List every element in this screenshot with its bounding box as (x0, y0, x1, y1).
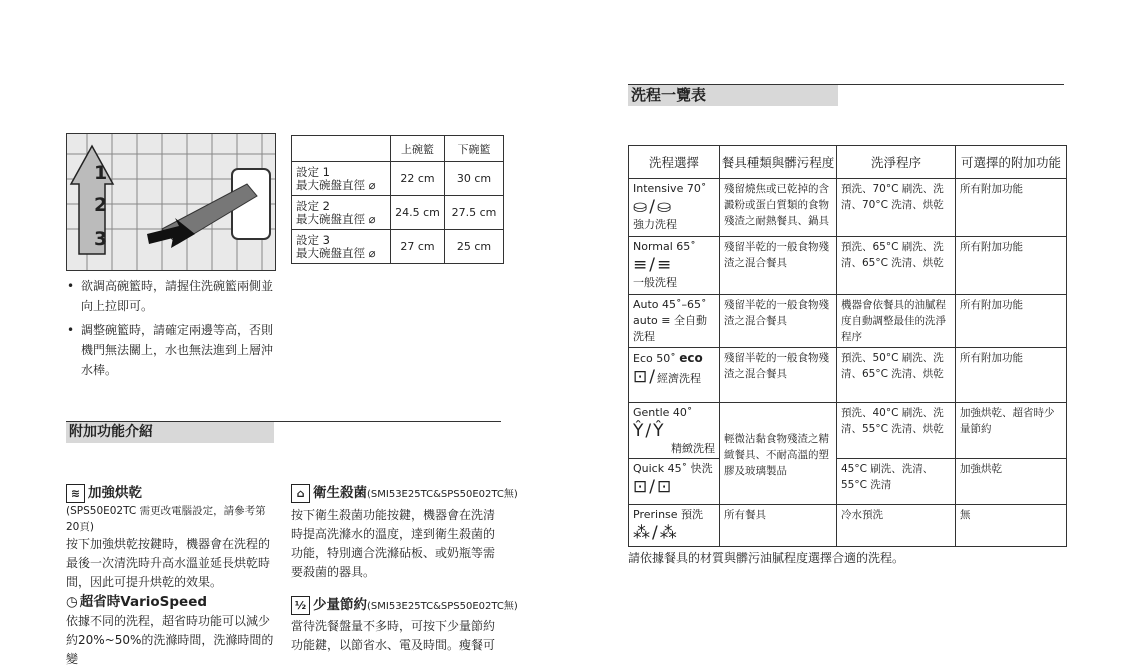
step-number-3: 3 (94, 228, 108, 250)
program-cell: Prerinse 預洗 ⁂/⁂ (629, 505, 720, 547)
process-cell: 預洗、40°C 刷洗、洗清、55°C 洗清、烘乾 (837, 403, 956, 459)
upper-value: 24.5 cm (391, 196, 445, 230)
feature-body: 按下衛生殺菌功能按鍵，機器會在洗清時提高洗滌水的溫度，達到衛生殺菌的功能，特別適合洗滌砧板、或奶瓶等需要殺菌的器具。 (291, 507, 496, 579)
setting-label: 設定 3 最大碗盤直徑 ⌀ (292, 230, 391, 264)
options-cell: 所有附加功能 (956, 348, 1067, 403)
step-number-1: 1 (94, 162, 108, 184)
table-row (629, 237, 1067, 295)
feature-variospeed (66, 590, 278, 669)
program-cell: Intensive 70˚ ⛀/⛀ 強力洗程 (629, 179, 720, 237)
hygiene-icon: ⌂ (291, 484, 310, 503)
feature-title: ⌂ 衛生殺菌(SMI53E25TC&SPS50E02TC無) (291, 481, 503, 503)
table-row (292, 162, 504, 196)
options-cell: 無 (956, 505, 1067, 547)
clock-icon: ◷ (66, 594, 78, 610)
header-process: 洗淨程序 (837, 146, 956, 179)
feature-body: 按下加強烘乾按鍵時，機器會在洗程的最後一次清洗時升高水溫並延長烘乾時間，因此可提升烘乾的效果。 (66, 536, 271, 589)
dishes-cell: 殘留半乾的一般食物殘渣之混合餐具 (720, 348, 837, 403)
process-cell: 預洗、65°C 刷洗、洗清、65°C 洗清、烘乾 (837, 237, 956, 295)
dishes-cell: 所有餐具 (720, 505, 837, 547)
table-header-row (629, 146, 1067, 179)
program-cell: Normal 65˚ ≡/≡ 一般洗程 (629, 237, 720, 295)
eco-badge: eco (679, 351, 703, 365)
options-cell: 所有附加功能 (956, 237, 1067, 295)
table-row (629, 459, 1067, 505)
feature-half-load (291, 593, 518, 655)
process-cell: 冷水預洗 (837, 505, 956, 547)
auto-program-icon: auto ≡ 全自動洗程 (633, 314, 707, 343)
setting-label: 設定 1 最大碗盤直徑 ⌀ (292, 162, 391, 196)
program-cell: Quick 45˚ 快洗 ⊡/⊡ (629, 459, 720, 505)
options-cell: 加強烘乾 (956, 459, 1067, 505)
options-cell: 所有附加功能 (956, 179, 1067, 237)
table-header-empty (292, 136, 391, 162)
upper-value: 27 cm (391, 230, 445, 264)
section-title-programs: 洗程一覽表 (628, 85, 838, 106)
program-cell: Eco 50˚ eco ⊡/經濟洗程 (629, 348, 720, 403)
extra-dry-icon: ≋ (66, 484, 85, 503)
dishes-cell: 輕微沾黏食物殘渣之精緻餐具、不耐高溫的塑膠及玻璃製品 (720, 403, 837, 505)
program-note: 請依據餐具的材質與髒污油膩程度選擇合適的洗程。 (628, 551, 905, 565)
eco-program-icon: ⊡/經濟洗程 (633, 367, 701, 387)
setting-label: 設定 2 最大碗盤直徑 ⌀ (292, 196, 391, 230)
table-row (629, 295, 1067, 348)
intensive-program-icon: ⛀/⛀ (633, 197, 674, 217)
table-row (292, 196, 504, 230)
feature-title: ◷ 超省時VarioSpeed (66, 594, 208, 610)
table-row (292, 230, 504, 264)
program-cell: Auto 45˚–65˚ auto ≡ 全自動洗程 (629, 295, 720, 348)
lower-value: 25 cm (445, 230, 504, 264)
table-row (629, 348, 1067, 403)
feature-hygiene (291, 481, 518, 582)
dishes-cell: 殘留半乾的一般食物殘渣之混合餐具 (720, 295, 837, 348)
header-dishes: 餐具種類與髒污程度 (720, 146, 837, 179)
normal-program-icon: ≡/≡ (633, 255, 674, 275)
feature-extra-dry (66, 481, 278, 592)
dishes-cell: 殘留半乾的一般食物殘渣之混合餐具 (720, 237, 837, 295)
table-row (629, 403, 1067, 459)
program-cell: Gentle 40˚ Ŷ/Ŷ 精緻洗程 (629, 403, 720, 459)
lower-value: 27.5 cm (445, 196, 504, 230)
half-load-icon: ½ (291, 596, 310, 615)
list-item: • 欲調高碗籃時，請握住洗碗籃兩側並向上拉即可。 (66, 276, 281, 316)
quick-program-icon: ⊡/⊡ (633, 477, 674, 497)
feature-title: ≋ 加強烘乾 (66, 481, 278, 503)
feature-body: 依據不同的洗程，超省時功能可以減少約20%~50%的洗滌時間，洗滌時間的變 (66, 614, 274, 666)
process-cell: 預洗、50°C 刷洗、洗清、65°C 洗清、烘乾 (837, 348, 956, 403)
process-cell: 預洗、70°C 刷洗、洗清、70°C 洗清、烘乾 (837, 179, 956, 237)
header-program: 洗程選擇 (629, 146, 720, 179)
table-header-lower: 下碗籃 (445, 136, 504, 162)
program-table (628, 145, 1067, 547)
prerinse-program-icon: ⁂/⁂ (633, 523, 679, 543)
table-header-row (292, 136, 504, 162)
process-cell: 機器會依餐具的油膩程度自動調整最佳的洗淨程序 (837, 295, 956, 348)
lower-value: 30 cm (445, 162, 504, 196)
upper-value: 22 cm (391, 162, 445, 196)
step-number-2: 2 (94, 194, 108, 216)
gentle-program-icon: Ŷ/Ŷ (633, 421, 666, 441)
dishes-cell: 殘留燒焦或已乾掉的含澱粉或蛋白質類的食物殘渣之耐熱餐具、鍋具 (720, 179, 837, 237)
options-cell: 加強烘乾、超省時少量節約 (956, 403, 1067, 459)
rack-adjust-illustration (66, 133, 276, 271)
rack-instructions-list (66, 276, 281, 380)
table-header-upper: 上碗籃 (391, 136, 445, 162)
table-row (629, 179, 1067, 237)
header-options: 可選擇的附加功能 (956, 146, 1067, 179)
feature-note: (SPS50E02TC 需更改電腦設定，請參考第20頁) (66, 504, 266, 533)
feature-body: 當待洗餐盤量不多時，可按下少量節約功能鍵，以節省水、電及時間。瘦餐可 (291, 618, 496, 652)
rack-height-table (291, 135, 504, 264)
feature-title: ½ 少量節約(SMI53E25TC&SPS50E02TC無) (291, 593, 503, 615)
options-cell: 所有附加功能 (956, 295, 1067, 348)
section-title-extras: 附加功能介紹 (66, 422, 274, 443)
process-cell: 45°C 刷洗、洗清、55°C 洗清 (837, 459, 956, 505)
table-row (629, 505, 1067, 547)
list-item: • 調整碗籃時，請確定兩邊等高，否則機門無法關上，水也無法進到上層沖水棒。 (66, 320, 281, 380)
